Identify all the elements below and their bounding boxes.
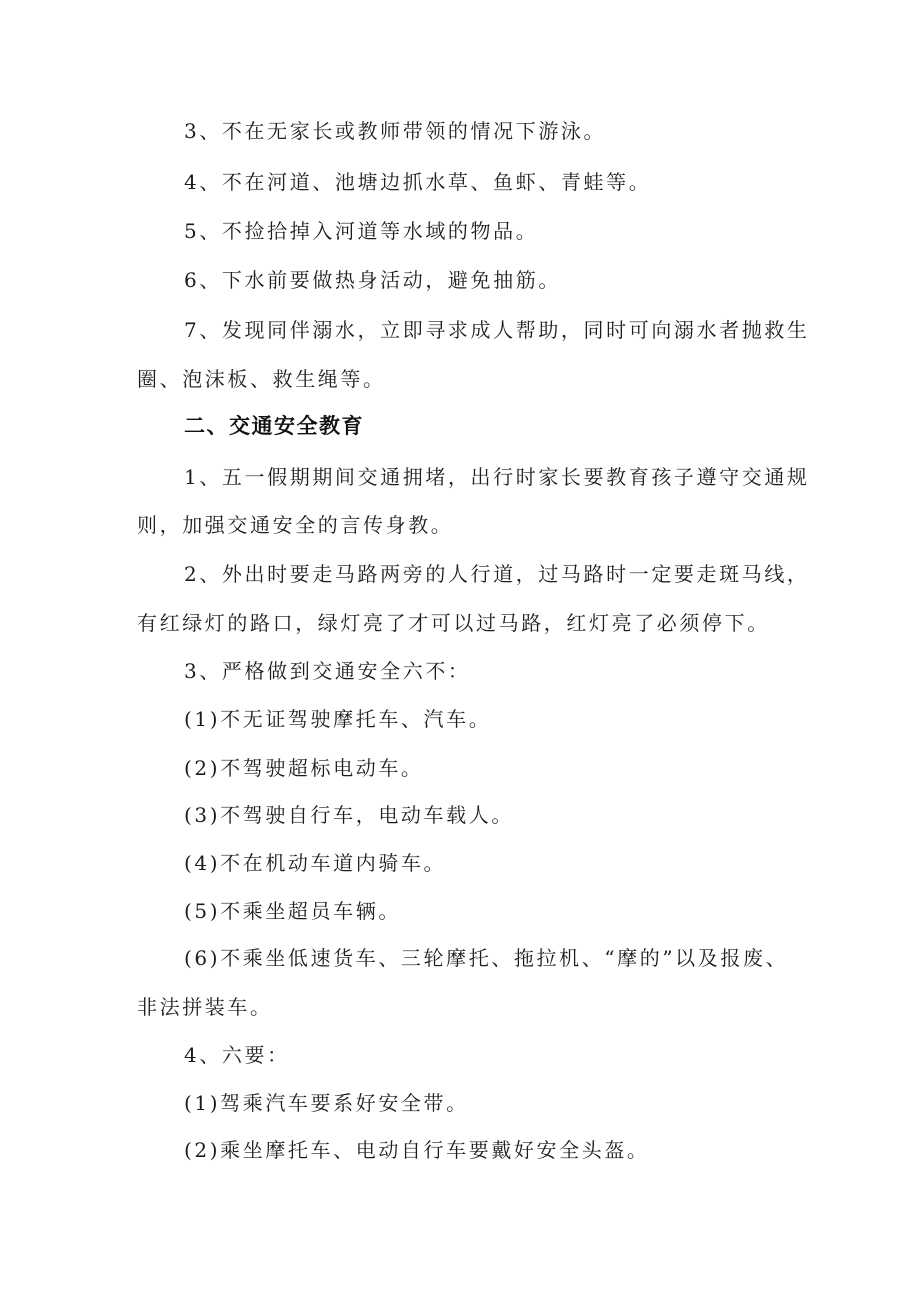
paragraph-item-3: 3、不在无家长或教师带领的情况下游泳。 [184, 119, 607, 143]
traffic-rule-6-line2: 非法拼装车。 [137, 995, 273, 1019]
traffic-rule-4: (4)不在机动车道内骑车。 [184, 851, 447, 875]
traffic-rule-5: (5)不乘坐超员车辆。 [184, 899, 401, 923]
six-must-2: (2)乘坐摩托车、电动自行车要戴好安全头盔。 [184, 1138, 650, 1162]
traffic-rule-1: (1)不无证驾驶摩托车、汽车。 [184, 707, 492, 731]
traffic-item-3: 3、严格做到交通安全六不： [184, 659, 471, 683]
traffic-rule-2: (2)不驾驶超标电动车。 [184, 756, 424, 780]
traffic-rule-3: (3)不驾驶自行车，电动车载人。 [184, 803, 514, 827]
traffic-item-4: 4、六要： [184, 1043, 290, 1067]
paragraph-item-5: 5、不捡拾掉入河道等水域的物品。 [184, 219, 539, 243]
traffic-item-2-line1: 2、外出时要走马路两旁的人行道，过马路时一定要走斑马线， [184, 562, 810, 586]
traffic-rule-6-line1: (6)不乘坐低速货车、三轮摩托、拖拉机、“摩的”以及报废、 [184, 946, 789, 970]
paragraph-item-7-line1: 7、发现同伴溺水，立即寻求成人帮助，同时可向溺水者抛救生 [184, 318, 810, 342]
paragraph-item-6: 6、下水前要做热身活动，避免抽筋。 [184, 268, 561, 292]
traffic-item-1-line1: 1、五一假期期间交通拥堵，出行时家长要教育孩子遵守交通规 [184, 465, 810, 489]
six-must-1: (1)驾乘汽车要系好安全带。 [184, 1091, 469, 1115]
section-heading-traffic-safety: 二、交通安全教育 [184, 414, 364, 438]
traffic-item-1-line2: 则，加强交通安全的言传身教。 [137, 513, 454, 537]
traffic-item-2-line2: 有红绿灯的路口，绿灯亮了才可以过马路，红灯亮了必须停下。 [137, 611, 770, 635]
paragraph-item-4: 4、不在河道、池塘边抓水草、鱼虾、青蛙等。 [184, 170, 652, 194]
paragraph-item-7-line2: 圈、泡沫板、救生绳等。 [137, 367, 386, 391]
